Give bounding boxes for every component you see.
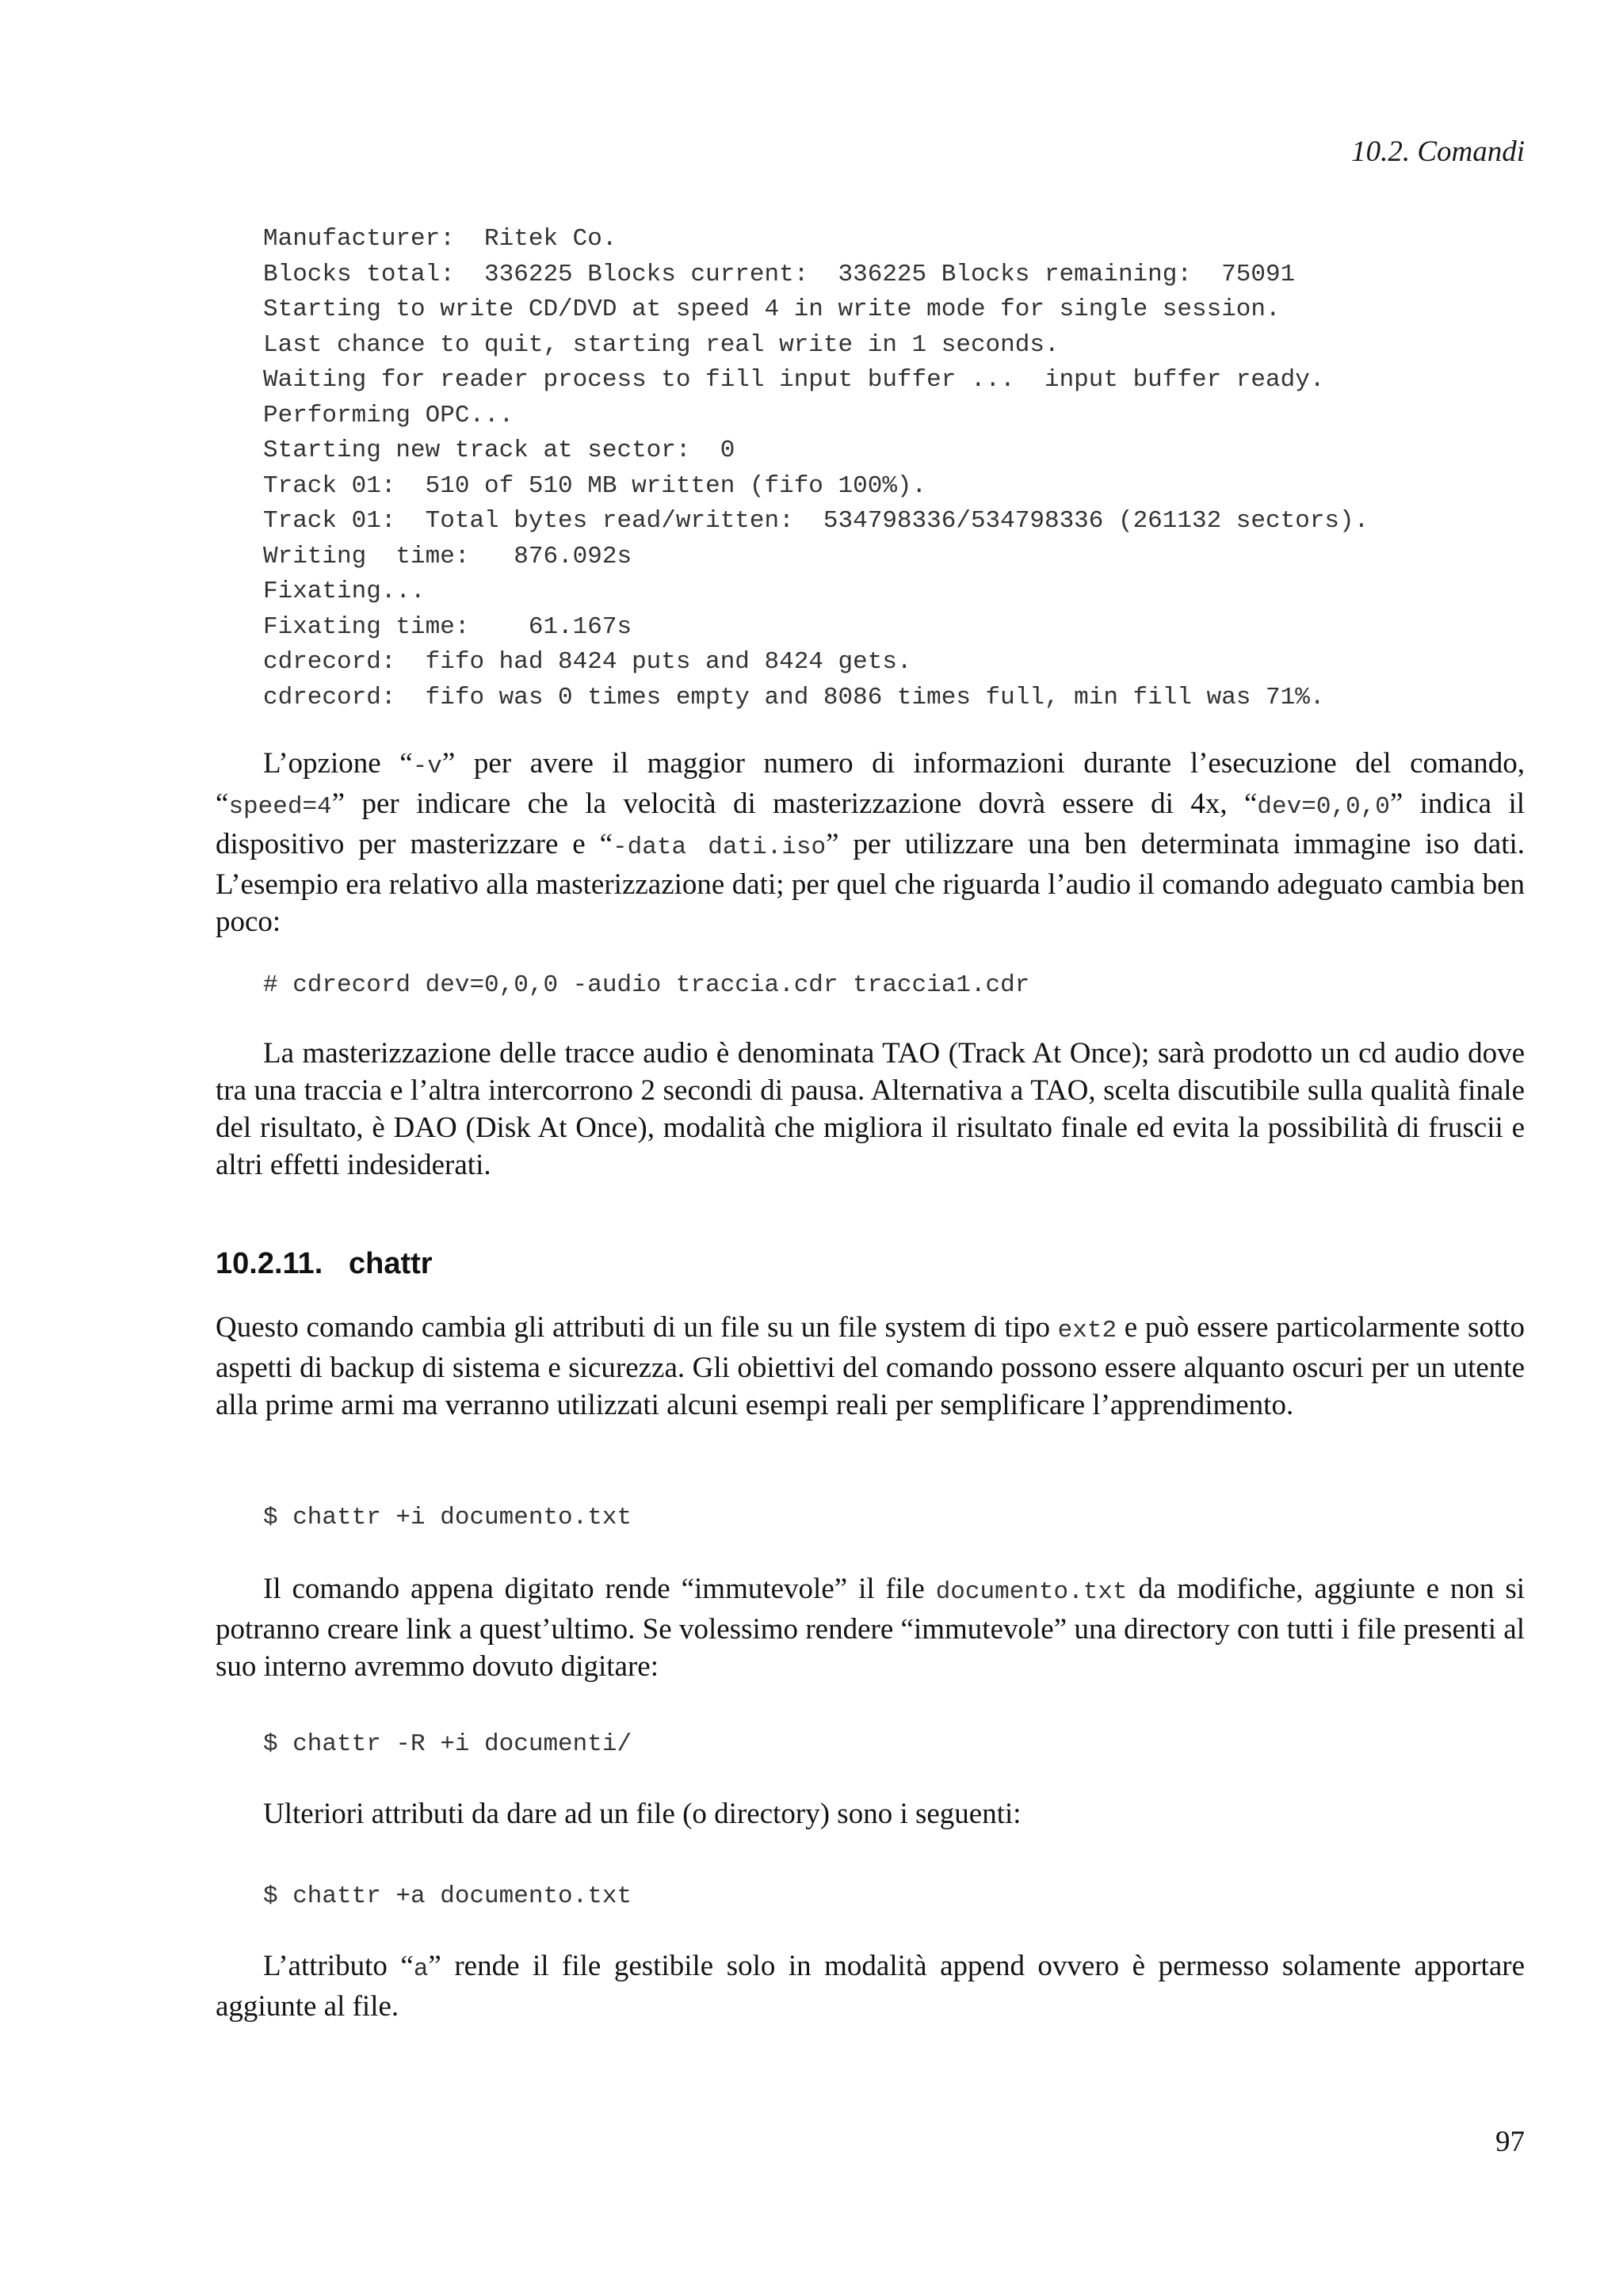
paragraph-append-attribute: L’attributo “a” rende il file gestibile solo in modalità append ovvero è permesso solamente apportare aggiunte al file. bbox=[216, 1950, 1526, 2023]
inline-code: documento.txt bbox=[935, 1578, 1128, 1606]
terminal-line: Performing OPC... bbox=[263, 401, 514, 429]
paragraph-immutable: Il comando appena digitato rende “immutevole” il file documento.txt da modifiche, aggiunte e non si potranno creare link a quest’ultimo. Se volessimo rendere “immutevole” una directory con tutti i file presenti al suo interno avremmo dovuto digitare: bbox=[216, 1573, 1525, 1683]
inline-code: -data dati.iso bbox=[613, 833, 827, 861]
terminal-line: Fixating time: 61.167s bbox=[263, 612, 632, 641]
terminal-line: Track 01: 510 of 510 MB written (fifo 100%). bbox=[263, 471, 927, 500]
inline-code: -v bbox=[412, 753, 442, 780]
inline-code: speed=4 bbox=[228, 793, 332, 821]
paragraph-more-attributes: Ulteriori attributi da dare ad un file (o directory) sono i seguenti: bbox=[263, 1798, 1022, 1830]
section-number: 10.2.11. bbox=[216, 1247, 323, 1280]
terminal-output-block bbox=[216, 222, 1525, 715]
terminal-line: Waiting for reader process to fill input buffer ... input buffer ready. bbox=[263, 366, 1325, 394]
code-command-audio: # cdrecord dev=0,0,0 -audio traccia.cdr traccia1.cdr bbox=[263, 971, 1030, 999]
terminal-line: cdrecord: fifo was 0 times empty and 8086 times full, min fill was 71%. bbox=[263, 683, 1325, 711]
paragraph-tao-dao: La masterizzazione delle tracce audio è denominata TAO (Track At Once); sarà prodotto un cd audio dove tra una traccia e l’altra intercorrono 2 secondi di pausa. Alternativa a TAO, scelta discutibile sulla qualità finale del risultato, è DAO (Disk At Once), modalità che migliora il risultato finale ed evita la possibilità di fruscii e altri effetti indesiderati. bbox=[216, 1037, 1525, 1181]
code-command-chattr-recursive: $ chattr -R +i documenti/ bbox=[263, 1730, 632, 1758]
section-heading bbox=[216, 1244, 433, 1283]
inline-code: ext2 bbox=[1057, 1317, 1117, 1344]
terminal-line: Blocks total: 336225 Blocks current: 336225 Blocks remaining: 75091 bbox=[263, 260, 1296, 288]
terminal-line: Last chance to quit, starting real write in 1 seconds. bbox=[263, 330, 1060, 359]
terminal-line: Fixating... bbox=[263, 578, 426, 605]
terminal-line: Writing time: 876.092s bbox=[263, 542, 632, 570]
paragraph-options: L’opzione “-v” per avere il maggior numero di informazioni durante l’esecuzione del comando, “speed=4” per indicare che la velocità di masterizzazione dovrà essere di 4x, “dev=0,0,0” indica il dispositivo per masterizzare e “-data dati.iso” per utilizzare una ben determinata immagine iso dati. L’esempio era relativo alla masterizzazione dati; per quel che riguarda l’audio il comando adeguato cambia ben poco: bbox=[216, 747, 1525, 938]
terminal-line: Manufacturer: Ritek Co. bbox=[263, 225, 617, 253]
paragraph-chattr-intro: Questo comando cambia gli attributi di un file su un file system di tipo ext2 e può essere particolarmente sotto aspetti di backup di sistema e sicurezza. Gli obiettivi del comando possono essere alquanto oscuri per un utente alla prime armi ma verranno utilizzati alcuni esempi reali per semplificare l’apprendimento. bbox=[216, 1311, 1525, 1421]
terminal-line: Starting to write CD/DVD at speed 4 in write mode for single session. bbox=[263, 296, 1281, 323]
code-command-chattr-a: $ chattr +a documento.txt bbox=[263, 1882, 632, 1910]
running-header: 10.2. Comandi bbox=[1351, 135, 1525, 168]
terminal-line: cdrecord: fifo had 8424 puts and 8424 gets. bbox=[263, 648, 912, 676]
page-number: 97 bbox=[1495, 2126, 1525, 2158]
terminal-line: Track 01: Total bytes read/written: 534798336/534798336 (261132 sectors). bbox=[263, 507, 1369, 535]
code-command-chattr-i: $ chattr +i documento.txt bbox=[263, 1504, 632, 1531]
terminal-line: Starting new track at sector: 0 bbox=[263, 437, 735, 464]
inline-code: dev=0,0,0 bbox=[1257, 793, 1390, 821]
section-title: chattr bbox=[349, 1247, 433, 1280]
inline-code: a bbox=[413, 1955, 429, 1983]
